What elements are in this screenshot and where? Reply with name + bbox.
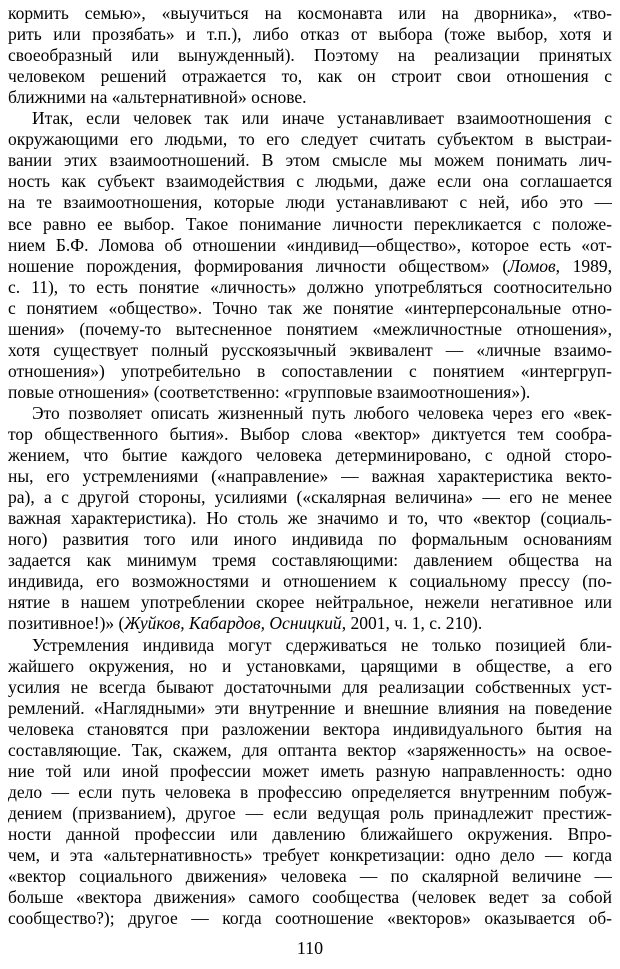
text-segment: кормить семью», «выучиться на космонавта или на дворника», «тво- xyxy=(8,3,612,23)
text-segment: дело — если путь человека в профессию определяется внутренним побуж- xyxy=(8,781,612,802)
text-segment: ремлений. «Наглядными» эти внутренние и внешние влияния на поведение xyxy=(8,697,612,718)
text-segment: жайшего окружения, но и установками, царящими в обществе, а его xyxy=(8,655,612,676)
text-segment: усилия не всегда бывают достаточными для реализации собственных уст- xyxy=(8,676,612,697)
text-segment: нием Б.Ф. Ломова об отношении «индивид—общество», которое есть «от- xyxy=(8,234,612,255)
text-segment: ние той или иной профессии может иметь разную направленность: одно xyxy=(8,760,612,781)
text-segment: , 1989, xyxy=(555,255,612,276)
text-segment: ра), а с другой стороны, усилиями («скалярная величина» — его не менее xyxy=(8,487,612,508)
text-segment: больше «вектора движения» самого сообщества (человек ведет за собой xyxy=(8,887,612,908)
text-segment: дением (призванием), другое — если ведущая роль принадлежит престиж- xyxy=(8,802,612,823)
text-segment: , 2001, ч. 1, с. 210). xyxy=(341,613,483,634)
text-segment: ближними на «альтернативной» основе. xyxy=(8,87,307,108)
text-segment: ность как субъект взаимодействия с людьми, даже если она соглашается xyxy=(8,171,612,192)
page-number: 110 xyxy=(296,938,324,958)
text-segment: рить или прозябать» и т.п.), либо отказ от выбора (тоже выбор, хотя и xyxy=(8,24,612,45)
text-line xyxy=(8,907,612,931)
text-segment: нятие в нашем употреблении скорее нейтральное, нежели негативное или xyxy=(8,592,612,613)
text-segment: окружающими его людьми, то его следует считать субъектом в выстраи- xyxy=(8,129,612,150)
citation-author: Жуйков, Кабардов, Осницкий xyxy=(124,613,342,634)
text-segment: жением, что бытие каждого человека детерминировано, с одной сторо- xyxy=(8,445,612,466)
text-segment: ны, его устремлениями («направление» — важная характеристика векто- xyxy=(8,466,612,487)
text-segment: Итак, если человек так или иначе устанавливает взаимоотношения с xyxy=(32,108,612,129)
text-segment: все равно ее выбор. Такое понимание личности перекликается с положе- xyxy=(8,213,612,234)
text-segment: тор общественного бытия». Выбор слова «вектор» диктуется тем сообра- xyxy=(8,424,612,444)
text-segment: человеком решений отражается то, как он строит свои отношения с xyxy=(8,66,612,87)
text-segment: индивида, его возможностями и отношением к социальному прессу (по- xyxy=(8,571,612,592)
text-segment: повые отношения» (соответственно: «групповые взаимоотношения»). xyxy=(8,381,531,402)
text-segment: Это позволяет описать жизненный путь любого человека через его «век- xyxy=(32,402,612,423)
text-segment: отношения») употребительно в сопоставлении с понятием «интергруп- xyxy=(8,360,612,381)
text-segment: шения» (почему-то вытесненное понятием «межличностные отношения», xyxy=(8,318,612,339)
text-segment: составляющие. Так, скажем, для оптанта вектор «заряженность» на освое- xyxy=(8,739,612,760)
text-segment: важная характеристика). Но столь же значимо и то, что «вектор (социаль- xyxy=(8,508,612,529)
text-segment: с понятием «общество». Точно так же понятие «интерперсональные отно- xyxy=(8,297,612,318)
text-segment: «вектор социального движения» человека — по скалярной величине — xyxy=(8,866,612,887)
text-segment: сообщество?); другое — когда соотношение «векторов» оказывается об- xyxy=(8,908,612,929)
text-segment: вании этих взаимоотношений. В этом смысле мы можем понимать лич- xyxy=(8,150,612,171)
text-segment: задается как минимум тремя составляющими: давлением общества на xyxy=(8,550,612,571)
citation-author: Ломов xyxy=(508,255,556,276)
text-segment: позитивное!)» ( xyxy=(8,613,125,634)
text-segment: с. 11), то есть понятие «личность» должно употребляться соотносительно xyxy=(8,276,612,297)
text-segment: человека становятся при разложении вектора индивидуального бытия на xyxy=(8,718,612,739)
text-segment: ного) развития того или иного индивида по формальным основаниям xyxy=(8,529,612,550)
text-segment: чем, и эта «альтернативность» требует конкретизации: одно дело — когда xyxy=(8,845,612,865)
text-segment: ношение порождения, формирования личности обществом» ( xyxy=(8,255,509,276)
text-segment: ности данной профессии или давлению ближайшего окружения. Впро- xyxy=(8,823,612,844)
text-segment: хотя существует полный русскоязычный эквивалент — «личные взаимо- xyxy=(8,339,612,360)
text-segment: на те взаимоотношения, которые люди устанавливают с ней, ибо это — xyxy=(8,192,612,213)
text-segment: своеобразный или вынужденный). Поэтому на реализации принятых xyxy=(8,45,612,66)
text-segment: Устремления индивида могут сдерживаться не только позицией бли- xyxy=(32,634,612,655)
